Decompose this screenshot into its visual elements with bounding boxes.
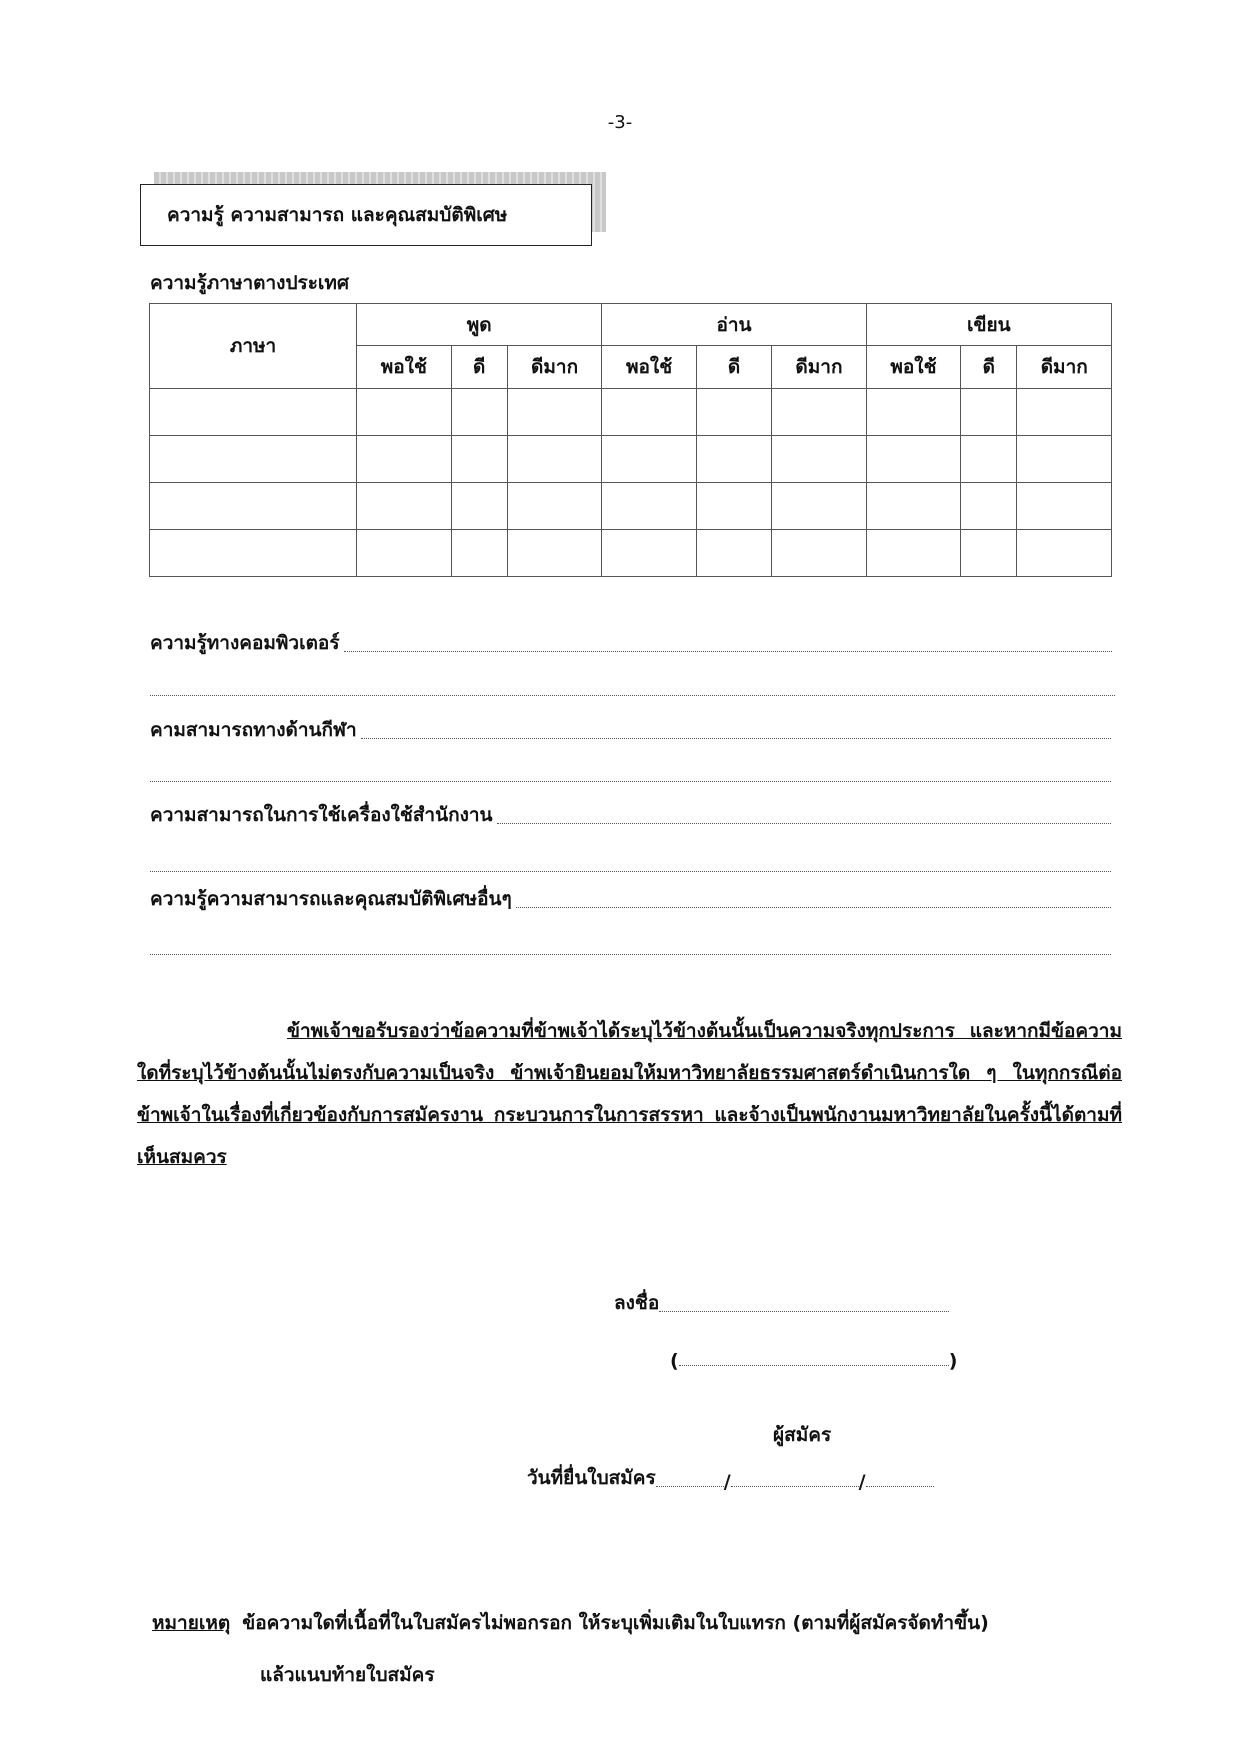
page-number: -3- bbox=[607, 112, 633, 133]
table-cell[interactable] bbox=[1017, 436, 1112, 483]
note-label: หมายเหตุ bbox=[152, 1612, 231, 1634]
table-cell[interactable] bbox=[602, 530, 696, 577]
level-very-good: ดีมาก bbox=[507, 346, 601, 389]
table-row bbox=[150, 530, 1112, 577]
sports-ability-label: คามสามารถทางด้านกีฬา bbox=[150, 719, 357, 741]
signature-input[interactable] bbox=[659, 1311, 949, 1312]
office-equipment-line-2[interactable] bbox=[150, 871, 1111, 872]
submission-date-row bbox=[527, 1463, 934, 1493]
office-equipment-field bbox=[150, 800, 1111, 830]
sports-ability-field bbox=[150, 715, 1111, 745]
level-good: ดี bbox=[961, 346, 1017, 389]
table-cell[interactable] bbox=[866, 436, 960, 483]
table-cell[interactable] bbox=[507, 389, 601, 436]
level-good: ดี bbox=[696, 346, 771, 389]
level-fair: พอใช้ bbox=[602, 346, 696, 389]
table-cell[interactable] bbox=[150, 530, 357, 577]
table-cell[interactable] bbox=[696, 389, 771, 436]
computer-knowledge-field bbox=[150, 628, 1112, 658]
table-cell[interactable] bbox=[961, 389, 1017, 436]
table-cell[interactable] bbox=[961, 530, 1017, 577]
language-section-label: ความรู้ภาษาตางประเทศ bbox=[150, 272, 349, 294]
table-cell[interactable] bbox=[451, 483, 507, 530]
other-abilities-line-2[interactable] bbox=[150, 954, 1111, 955]
language-table bbox=[149, 303, 1112, 577]
table-cell[interactable] bbox=[602, 483, 696, 530]
level-good: ดี bbox=[451, 346, 507, 389]
table-cell[interactable] bbox=[866, 483, 960, 530]
signature-label: ลงชื่อ bbox=[614, 1292, 660, 1314]
other-abilities-label: ความรู้ความสามารถและคุณสมบัติพิเศษอื่นๆ bbox=[150, 888, 512, 910]
submission-date-label: วันที่ยื่นใบสมัคร bbox=[527, 1467, 656, 1489]
table-cell[interactable] bbox=[772, 389, 867, 436]
table-cell[interactable] bbox=[507, 483, 601, 530]
sports-ability-input[interactable] bbox=[361, 738, 1111, 739]
table-row bbox=[150, 389, 1112, 436]
table-cell[interactable] bbox=[507, 530, 601, 577]
date-year-input[interactable] bbox=[866, 1486, 934, 1487]
printed-name-input[interactable] bbox=[679, 1365, 949, 1366]
computer-knowledge-line-2[interactable] bbox=[150, 695, 1115, 696]
table-row bbox=[150, 436, 1112, 483]
other-abilities-input[interactable] bbox=[516, 907, 1111, 908]
table-cell[interactable] bbox=[866, 389, 960, 436]
date-month-input[interactable] bbox=[731, 1486, 859, 1487]
printed-name-row bbox=[670, 1350, 957, 1372]
applicant-role: ผู้สมัคร bbox=[773, 1424, 832, 1446]
table-cell[interactable] bbox=[357, 436, 451, 483]
computer-knowledge-input[interactable] bbox=[344, 651, 1112, 652]
table-cell[interactable] bbox=[866, 530, 960, 577]
header-write: เขียน bbox=[866, 304, 1111, 346]
date-slash: / bbox=[858, 1471, 866, 1493]
header-language: ภาษา bbox=[150, 304, 357, 389]
table-cell[interactable] bbox=[357, 389, 451, 436]
table-cell[interactable] bbox=[150, 436, 357, 483]
note-text: ข้อความใดที่เนื้อที่ในใบสมัครไม่พอกรอก ให้ระบุเพิ่มเติมในใบแทรก (ตามที่ผู้สมัครจัดทำขึ้น) bbox=[242, 1612, 989, 1634]
table-cell[interactable] bbox=[772, 483, 867, 530]
applicant-role-row bbox=[773, 1420, 831, 1450]
close-paren: ) bbox=[948, 1350, 958, 1372]
header-speak: พูด bbox=[357, 304, 602, 346]
level-fair: พอใช้ bbox=[866, 346, 960, 389]
table-cell[interactable] bbox=[1017, 483, 1112, 530]
table-cell[interactable] bbox=[696, 530, 771, 577]
table-cell[interactable] bbox=[1017, 389, 1112, 436]
level-very-good: ดีมาก bbox=[1017, 346, 1112, 389]
table-header-row bbox=[150, 304, 1112, 346]
table-cell[interactable] bbox=[150, 483, 357, 530]
declaration-text: ข้าพเจ้าขอรับรองว่าข้อความที่ข้าพเจ้าได้ระบุไว้ข้างต้นนั้นเป็นความจริงทุกประการ และหากมีข้อความใดที่ระบุไว้ข้างต้นนั้นไม่ตรงกับความเป็นจริง ข้าพเจ้ายินยอมให้มหาวิทยาลัยธรรมศาสตร์ดำเนินการใด ๆ ในทุกกรณีต่อข้าพเจ้าในเรื่องที่เกี่ยวข้องกับการสมัครงาน กระบวนการในการสรรหา และจ้างเป็นพนักงานมหาวิทยาลัยในครั้งนี้ได้ตามที่เห็นสมควร bbox=[137, 1020, 1122, 1168]
office-equipment-label: ความสามารถในการใช้เครื่องใช้สำนักงาน bbox=[150, 804, 493, 826]
table-cell[interactable] bbox=[772, 436, 867, 483]
level-fair: พอใช้ bbox=[357, 346, 451, 389]
table-cell[interactable] bbox=[961, 436, 1017, 483]
table-cell[interactable] bbox=[357, 483, 451, 530]
section-title: ความรู้ ความสามารถ และคุณสมบัติพิเศษ bbox=[167, 204, 508, 226]
date-slash: / bbox=[723, 1471, 731, 1493]
table-row bbox=[150, 483, 1112, 530]
table-cell[interactable] bbox=[602, 436, 696, 483]
table-cell[interactable] bbox=[696, 483, 771, 530]
table-cell[interactable] bbox=[696, 436, 771, 483]
table-cell[interactable] bbox=[772, 530, 867, 577]
office-equipment-input[interactable] bbox=[497, 823, 1111, 824]
level-very-good: ดีมาก bbox=[772, 346, 867, 389]
table-cell[interactable] bbox=[507, 436, 601, 483]
sports-ability-line-2[interactable] bbox=[150, 781, 1111, 782]
date-day-input[interactable] bbox=[656, 1486, 724, 1487]
table-cell[interactable] bbox=[357, 530, 451, 577]
section-title-box bbox=[140, 184, 592, 246]
table-cell[interactable] bbox=[451, 436, 507, 483]
table-cell[interactable] bbox=[451, 389, 507, 436]
table-cell[interactable] bbox=[1017, 530, 1112, 577]
computer-knowledge-label: ความรู้ทางคอมพิวเตอร์ bbox=[150, 632, 340, 654]
open-paren: ( bbox=[670, 1350, 679, 1372]
other-abilities-field bbox=[150, 884, 1111, 914]
note-text-continued: แล้วแนบท้ายใบสมัคร bbox=[260, 1664, 435, 1686]
signature-row bbox=[614, 1288, 949, 1318]
table-cell[interactable] bbox=[451, 530, 507, 577]
table-cell[interactable] bbox=[602, 389, 696, 436]
header-read: อ่าน bbox=[602, 304, 866, 346]
note bbox=[152, 1608, 989, 1638]
table-cell[interactable] bbox=[150, 389, 357, 436]
table-cell[interactable] bbox=[961, 483, 1017, 530]
